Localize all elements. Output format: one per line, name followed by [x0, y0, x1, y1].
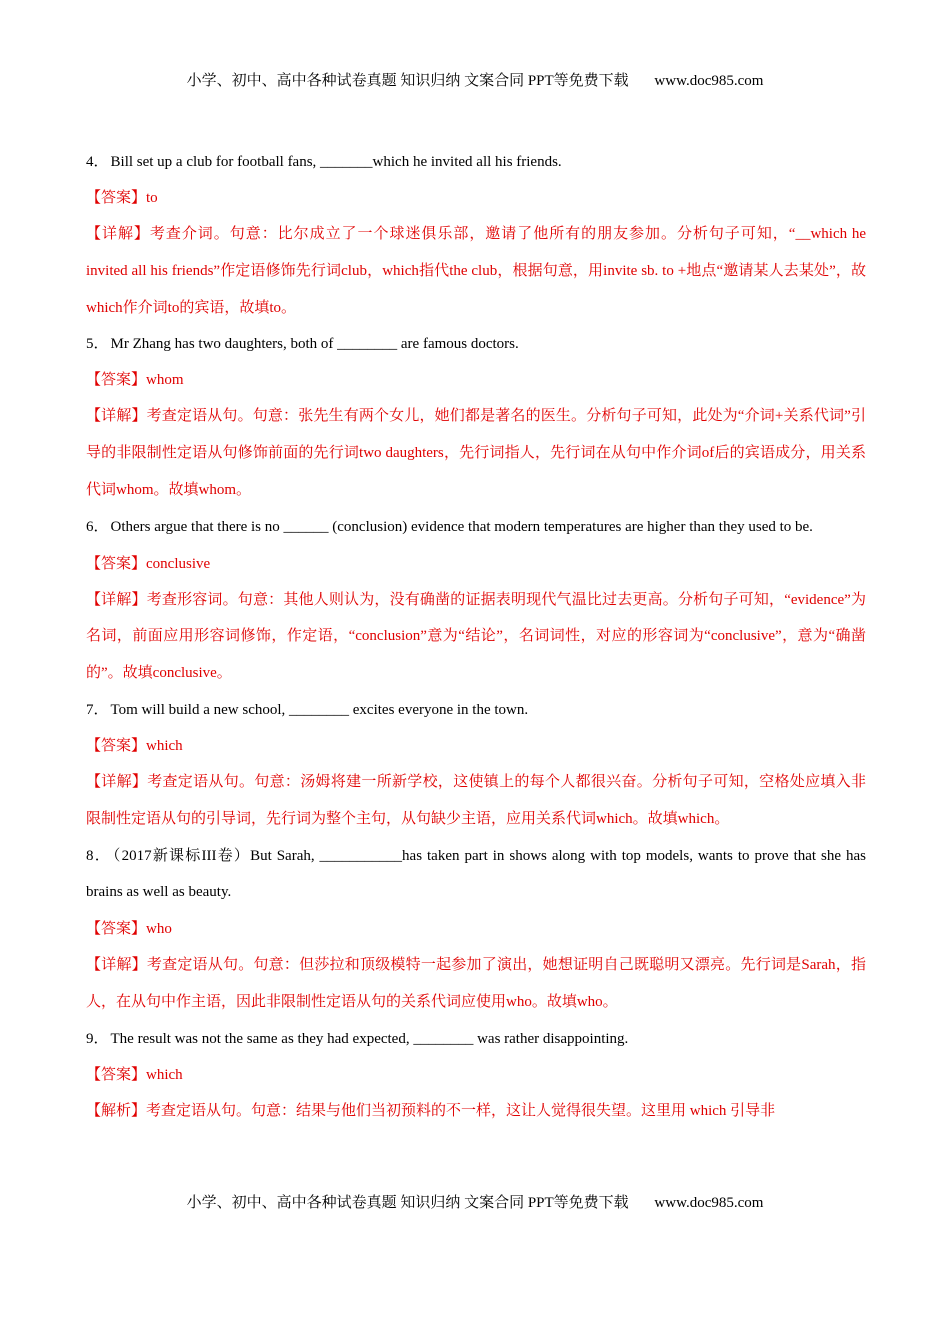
answer-6 [86, 546, 866, 582]
question-number: 6． [86, 518, 109, 535]
question-number: 8． [86, 847, 111, 864]
question-number: 5． [86, 336, 109, 353]
answer-tag: 【答案】 [86, 921, 147, 938]
question-number: 4． [86, 154, 109, 170]
answer-tag: 【答案】 [86, 555, 147, 572]
detail-text: 考查定语从句。句意：汤姆将建一所新学校，这使镇上的每个人都很兴奋。分析句子可知，空格处应填入非限制性定语从句的引导词，先行词为整个主句，从句缺少主语，应用关系代词which。故填which。 [86, 773, 866, 827]
detail-tag: 【详解】 [86, 408, 147, 425]
header-text: 小学、初中、高中各种试卷真题 知识归纳 文案合同 PPT等免费下载 [186, 73, 629, 89]
detail-7 [86, 764, 866, 838]
question-text: Tom will build a new school, ________ excites everyone in the town. [110, 701, 529, 718]
question-4 [86, 144, 866, 180]
detail-text: 考查介词。句意：比尔成立了一个球迷俱乐部，邀请了他所有的朋友参加。分析句子可知，“__which he invited all his friends”作定语修饰先行词club，which指代the club，根据句意，用invite sb. to +地点“邀请某人去某处”，故which作介词to的宾语，故填to。 [86, 226, 866, 316]
question-8 [86, 838, 866, 912]
detail-tag: 【详解】 [86, 957, 147, 974]
question-text: Others argue that there is no ______ (conclusion) evidence that modern temperatures are higher than they used to be. [110, 518, 813, 535]
document-body [86, 144, 866, 1129]
detail-6 [86, 582, 866, 692]
footer-text: 小学、初中、高中各种试卷真题 知识归纳 文案合同 PPT等免费下载 [186, 1195, 629, 1211]
page-footer [0, 1191, 950, 1212]
answer-value: who [146, 921, 172, 938]
answer-tag: 【答案】 [86, 737, 147, 754]
question-number: 9． [86, 1030, 109, 1047]
answer-4 [86, 180, 866, 216]
question-text: （2017新课标III卷）But Sarah, ___________has taken part in shows along with top models, wants to prove that she has brains as well as beauty. [86, 847, 866, 901]
detail-tag: 【详解】 [86, 591, 147, 608]
header-url[interactable]: www.doc985.com [654, 73, 764, 89]
detail-text: 考查形容词。句意：其他人则认为，没有确凿的证据表明现代气温比过去更高。分析句子可知，“evidence”为名词，前面应用形容词修饰，作定语，“conclusion”意为“结论”，名词词性，对应的形容词为“conclusive”，意为“确凿的”。故填conclusive。 [86, 591, 866, 682]
detail-tag: 【详解】 [86, 226, 150, 242]
question-text: Bill set up a club for football fans, _______which he invited all his friends. [110, 154, 562, 170]
question-text: Mr Zhang has two daughters, both of ________ are famous doctors. [110, 336, 519, 353]
answer-value: whom [146, 372, 184, 389]
answer-value: which [146, 737, 183, 754]
answer-8 [86, 911, 866, 947]
detail-text: 考查定语从句。句意：但莎拉和顶级模特一起参加了演出，她想证明自己既聪明又漂亮。先行词是Sarah，指人，在从句中作主语，因此非限制性定语从句的关系代词应使用who。故填who。 [86, 957, 866, 1010]
detail-4 [86, 216, 866, 326]
answer-value: which [146, 1066, 183, 1083]
detail-tag: 【详解】 [86, 773, 148, 790]
answer-tag: 【答案】 [86, 372, 147, 389]
detail-text: 考查定语从句。句意：结果与他们当初预料的不一样，这让人觉得很失望。这里用 which 引导非 [146, 1102, 776, 1119]
question-5 [86, 326, 866, 362]
answer-5 [86, 362, 866, 398]
answer-7 [86, 728, 866, 764]
detail-tag: 【解析】 [86, 1102, 147, 1119]
answer-tag: 【答案】 [86, 1066, 147, 1083]
question-number: 7． [86, 701, 109, 718]
answer-9 [86, 1057, 866, 1093]
question-7 [86, 692, 866, 728]
footer-url[interactable]: www.doc985.com [654, 1195, 764, 1211]
question-9 [86, 1021, 866, 1057]
answer-value: to [146, 190, 158, 206]
detail-8 [86, 947, 866, 1021]
question-text: The result was not the same as they had expected, ________ was rather disappointing. [110, 1030, 629, 1047]
answer-value: conclusive [146, 555, 211, 572]
answer-tag: 【答案】 [86, 190, 147, 206]
detail-5 [86, 398, 866, 508]
detail-9 [86, 1093, 866, 1129]
page-header [0, 69, 950, 90]
question-6 [86, 509, 866, 546]
detail-text: 考查定语从句。句意：张先生有两个女儿，她们都是著名的医生。分析句子可知，此处为“介词+关系代词”引导的非限制性定语从句修饰前面的先行词two daughters，先行词指人，先行词在从句中作介词of后的宾语成分，用关系代词whom。故填whom。 [86, 408, 866, 498]
